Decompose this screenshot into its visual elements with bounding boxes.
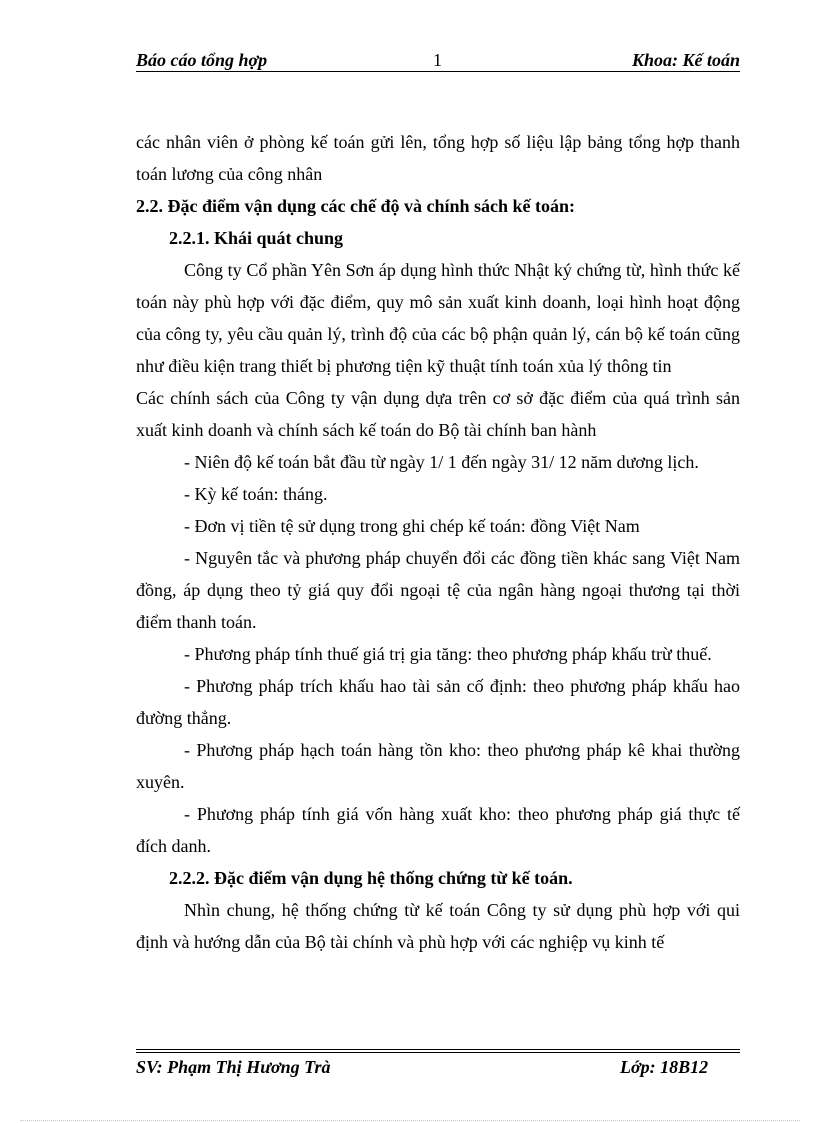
policy-item: - Nguyên tắc và phương pháp chuyển đổi các đồng tiền khác sang Việt Nam đồng, áp dụng theo tỷ giá quy đổi ngoại tệ của ngân hàng ngoại thương tại thời điểm thanh toán.: [136, 548, 740, 632]
footer-divider-bottom: [136, 1052, 740, 1053]
paragraph-overview: Công ty Cổ phần Yên Sơn áp dụng hình thức Nhật ký chứng từ, hình thức kế toán này phù hợp với đặc điểm, quy mô sản xuất kinh doanh, loại hình hoạt động của công ty, yêu cầu quản lý, trình độ của các bộ phận quản lý, cán bộ kế toán cũng như điều kiện trang thiết bị phương tiện kỹ thuật tính toán xủa lý thông tin: [136, 260, 740, 376]
page-footer: [136, 1054, 740, 1080]
policy-item: - Kỳ kế toán: tháng.: [184, 484, 328, 504]
section-heading-2-2: 2.2. Đặc điểm vận dụng các chế độ và chính sách kế toán:: [136, 196, 576, 216]
header-page-number: 1: [433, 50, 442, 70]
page-header: [136, 47, 740, 73]
policy-item: - Niên độ kế toán bắt đầu từ ngày 1/ 1 đến ngày 31/ 12 năm dương lịch.: [184, 452, 699, 472]
policy-item: - Phương pháp trích khấu hao tài sản cố định: theo phương pháp khấu hao đường thẳng.: [136, 676, 740, 728]
footer-divider-top: [136, 1049, 740, 1050]
paragraph-policies: Các chính sách của Công ty vận dụng dựa trên cơ sở đặc điểm của quá trình sản xuất kinh doanh và chính sách kế toán do Bộ tài chính ban hành: [136, 388, 740, 440]
policy-item: - Phương pháp tính thuế giá trị gia tăng: theo phương pháp khấu trừ thuế.: [184, 644, 712, 664]
policy-item: - Đơn vị tiền tệ sử dụng trong ghi chép kế toán: đồng Việt Nam: [184, 516, 640, 536]
footer-class: Lớp: 18B12: [620, 1057, 709, 1077]
paragraph-continued: các nhân viên ở phòng kế toán gửi lên, tổng hợp số liệu lập bảng tổng hợp thanh toán lương của công nhân: [136, 132, 740, 184]
header-divider: [136, 71, 740, 72]
policy-item: - Phương pháp hạch toán hàng tồn kho: theo phương pháp kê khai thường xuyên.: [136, 740, 740, 792]
footer-student-name: SV: Phạm Thị Hương Trà: [136, 1057, 331, 1077]
subsection-heading-2-2-2: 2.2.2. Đặc điểm vận dụng hệ thống chứng từ kế toán.: [169, 868, 573, 888]
policy-item: - Phương pháp tính giá vốn hàng xuất kho: theo phương pháp giá thực tế đích danh.: [136, 804, 740, 856]
subsection-heading-2-2-1: 2.2.1. Khái quát chung: [169, 228, 344, 248]
page-edge-divider: [20, 1120, 800, 1121]
document-body: [136, 126, 740, 958]
header-report-title: Báo cáo tổng hợp: [136, 50, 268, 70]
header-faculty: Khoa: Kế toán: [631, 50, 740, 70]
paragraph-documents: Nhìn chung, hệ thống chứng từ kế toán Công ty sử dụng phù hợp với qui định và hướng dẫn của Bộ tài chính và phù hợp với các nghiệp vụ kinh tế: [136, 900, 740, 952]
